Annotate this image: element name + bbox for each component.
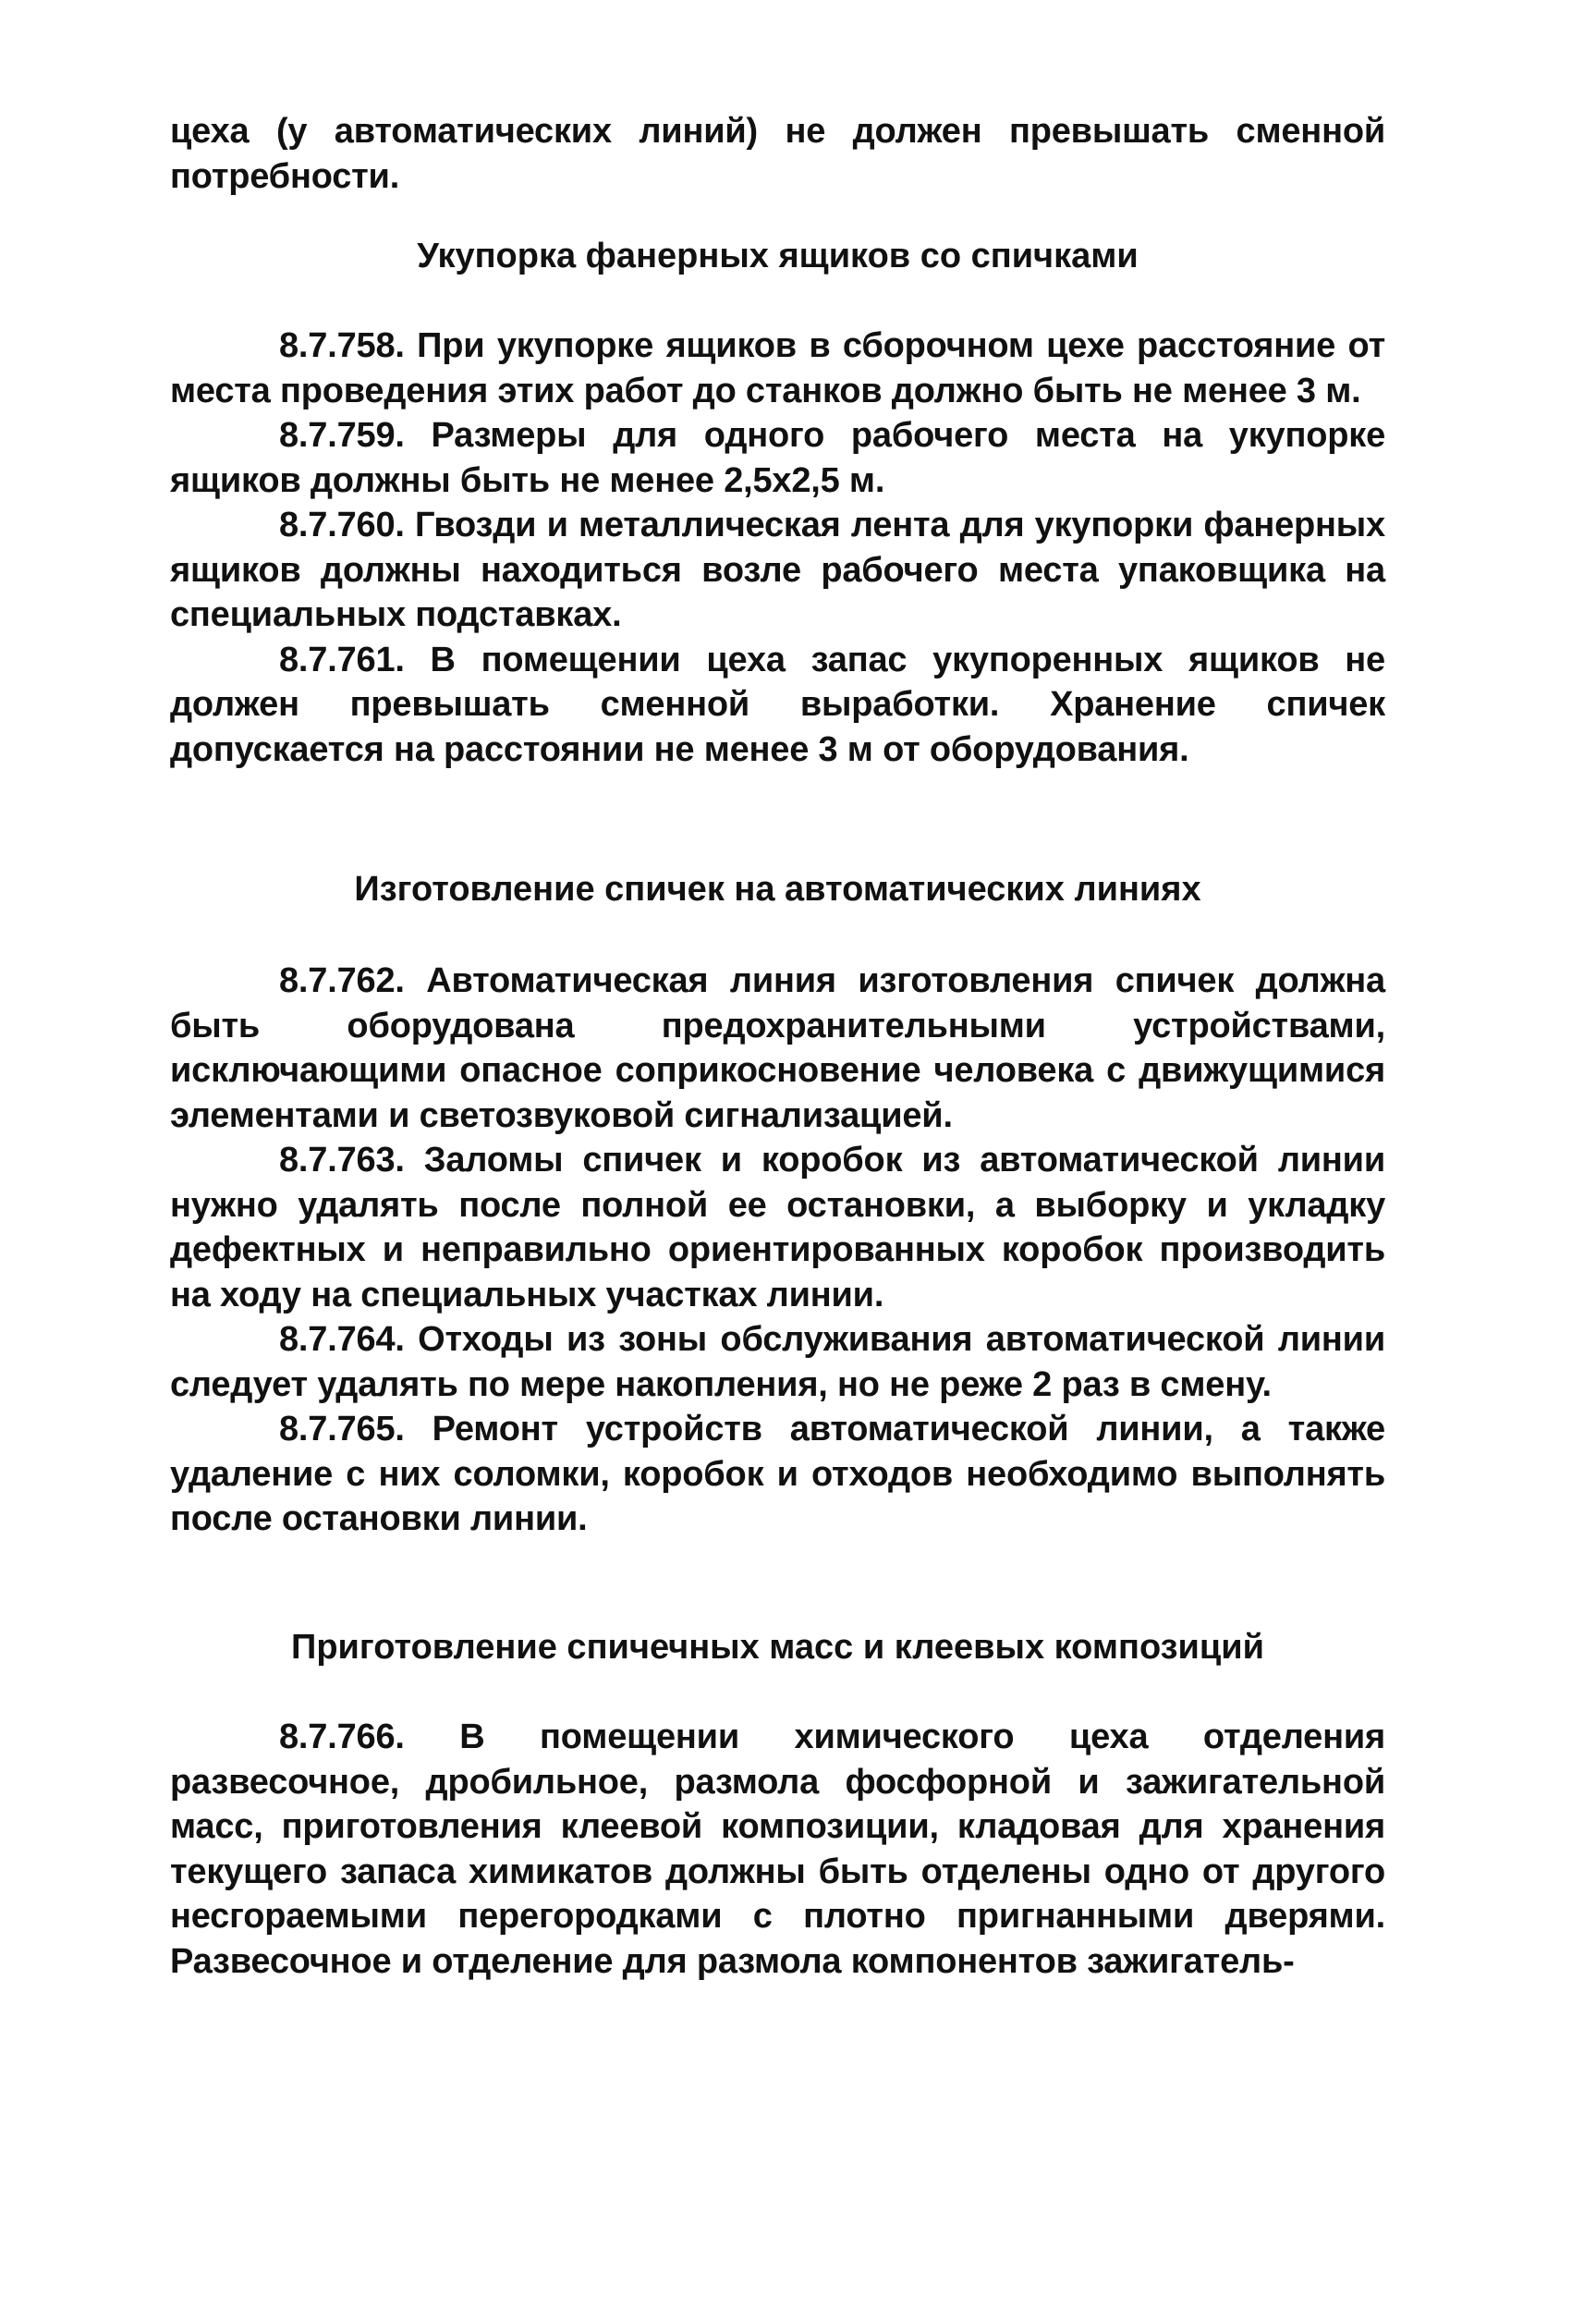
paragraph-8-7-762: 8.7.762. Автоматическая линия изготовления спичек должна быть оборудована предохранительными устройствами, исключающими опасное соприкосновение человека с движущимися элементами и светозвуковой сигнализацией. [170, 961, 1385, 1135]
paragraph-8-7-760: 8.7.760. Гвозди и металлическая лента для укупорки фанерных ящиков должны находиться возле рабочего места упаковщика на специальных подставках. [170, 506, 1385, 634]
paragraph-8-7-761: 8.7.761. В помещении цеха запас укупоренных ящиков не должен превышать сменной выработки. Хранение спичек допускается на расстоянии не менее 3 м от оборудования. [170, 640, 1385, 769]
section-packing-body [170, 324, 1385, 772]
paragraph-8-7-763: 8.7.763. Заломы спичек и коробок из автоматической линии нужно удалять после полной ее остановки, а выборку и укладку дефектных и неправильно ориентированных коробок производить на ходу на специальных участках линии. [170, 1141, 1385, 1314]
section-heading-match-masses: Приготовление спичечных масс и клеевых композиций [291, 1628, 1264, 1667]
section-match-masses-body [170, 1715, 1385, 1984]
paragraph-8-7-759: 8.7.759. Размеры для одного рабочего места на укупорке ящиков должны быть не менее 2,5х2,5 м. [170, 416, 1385, 500]
paragraph-8-7-766: 8.7.766. В помещении химического цеха отделения развесочное, дробильное, размола фосфорной и зажигательной масс, приготовления клеевой композиции, кладовая для хранения текущего запаса химикатов должны быть отделены одно от другого несгораемыми перегородками с плотно пригнанными дверями. Развесочное и отделение для размола компонентов зажигатель- [170, 1717, 1385, 1981]
paragraph-8-7-758: 8.7.758. При укупорке ящиков в сборочном цехе расстояние от места проведения этих работ до станков должно быть не менее 3 м. [170, 326, 1385, 410]
continuation-paragraph: цеха (у автоматических линий) не должен превышать сменной потребности. [170, 112, 1385, 196]
continuation-text-block [170, 109, 1385, 199]
paragraph-8-7-764: 8.7.764. Отходы из зоны обслуживания автоматической линии следует удалять по мере накопления, но не реже 2 раз в смену. [170, 1320, 1385, 1404]
section-heading-packing: Укупорка фанерных ящиков со спичками [417, 237, 1139, 275]
section-automatic-lines-body [170, 959, 1385, 1542]
section-heading-automatic-lines: Изготовление спичек на автоматических линиях [354, 870, 1201, 909]
paragraph-8-7-765: 8.7.765. Ремонт устройств автоматической линии, а также удаление с них соломки, коробок и отходов необходимо выполнять после остановки линии. [170, 1410, 1385, 1538]
